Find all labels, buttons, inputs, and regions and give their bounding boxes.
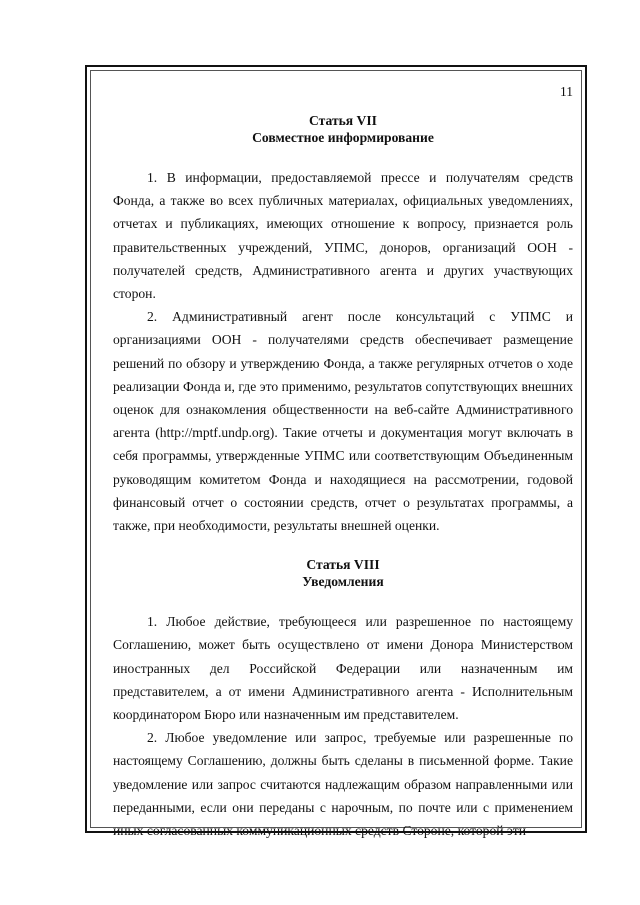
article-vii-subtitle: Совместное информирование [252,130,434,145]
page-number: 11 [560,84,573,99]
article-viii-paragraph-2: 2. Любое уведомление или запрос, требуемые или разрешенные по настоящему Соглашению, должны быть сделаны в письменной форме. Такие уведомление или запрос считаются надлежащим образом направленными или переданными, если они переданы с нарочным, по почте или с применением иных согласованных коммуникационных средств Стороне, которой эти [113,730,573,839]
article-viii [113,556,573,842]
article-vii-paragraph-2: 2. Административный агент после консультаций с УПМС и организациями ООН - получателями средств обеспечивает размещение решений по обзору и утверждению Фонда, а также регулярных отчетов о ходе реализации Фонда и, где это применимо, результатов сопутствующих внешних оценок для ознакомления общественности на веб-сайте Административного агента (http://mptf.undp.org). Такие отчеты и документация могут включать в себя программы, утвержденные УПМС или соответствующим Объединенным руководящим комитетом Фонда и находящиеся на рассмотрении, годовой финансовый отчет о состоянии средств, отчет о результатах программы, а также, при необходимости, результаты внешней оценки. [113,309,573,534]
article-vii-paragraph-1: 1. В информации, предоставляемой прессе и получателям средств Фонда, а также во всех публичных материалах, официальных уведомлениях, отчетах и публикациях, имеющих отношение к вопросу, признается роль правительственных учреждений, УПМС, доноров, организаций ООН - получателей средств, Административного агента и других участвующих сторон. [113,170,573,302]
article-vii [113,112,573,537]
article-viii-paragraph-1: 1. Любое действие, требующееся или разрешенное по настоящему Соглашению, может быть осуществлено от имени Донора Министерством иностранных дел Российской Федерации или назначенным им представителем, а от имени Административного агента - Исполнительным координатором Бюро или назначенным им представителем. [113,614,573,723]
article-viii-title: Статья VIII [306,557,380,573]
article-vii-title: Статья VII [309,113,377,128]
page-content [113,80,573,842]
article-viii-subtitle: Уведомления [302,574,384,590]
